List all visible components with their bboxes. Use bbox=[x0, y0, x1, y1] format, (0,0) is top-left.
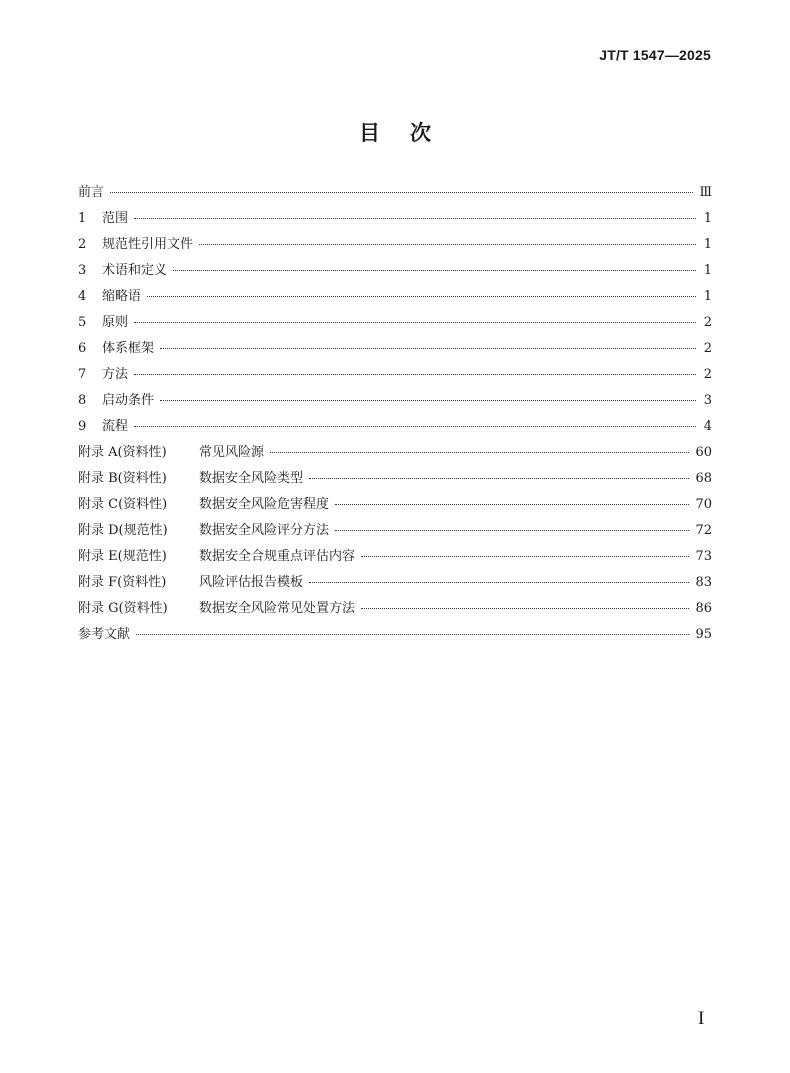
toc-entry-appendix: 附录 A(资料性) bbox=[78, 445, 167, 460]
dot-leader bbox=[136, 634, 689, 635]
dot-leader bbox=[134, 218, 696, 219]
toc-entry-page: 83 bbox=[695, 575, 712, 590]
toc-entry-page: 70 bbox=[695, 497, 712, 512]
toc-entry-appendix: 附录 G(资料性) bbox=[78, 601, 168, 616]
dot-leader bbox=[173, 270, 696, 271]
toc-entry-label: 原则 bbox=[102, 315, 129, 330]
toc-entry-appendix: 附录 B(资料性) bbox=[78, 471, 167, 486]
toc-entry-page: 1 bbox=[703, 289, 712, 304]
dot-leader bbox=[134, 426, 696, 427]
toc-entry[interactable] bbox=[78, 414, 712, 440]
toc-entry[interactable] bbox=[78, 206, 712, 232]
toc-entry[interactable] bbox=[78, 232, 712, 258]
toc-entry-label: 前言 bbox=[78, 185, 105, 200]
toc-entry-number: 3 bbox=[78, 263, 87, 278]
toc-entry[interactable] bbox=[78, 518, 712, 544]
toc-entry-appendix: 附录 F(资料性) bbox=[78, 575, 167, 590]
toc-entry[interactable] bbox=[78, 362, 712, 388]
toc-entry[interactable] bbox=[78, 544, 712, 570]
toc-entry[interactable] bbox=[78, 388, 712, 414]
dot-leader bbox=[361, 556, 689, 557]
toc-entry-page: 73 bbox=[695, 549, 712, 564]
toc-entry[interactable] bbox=[78, 284, 712, 310]
toc-entry-label: 参考文献 bbox=[78, 627, 131, 642]
table-of-contents bbox=[78, 180, 712, 648]
toc-entry-page: 2 bbox=[703, 315, 712, 330]
toc-entry-page: 86 bbox=[695, 601, 712, 616]
toc-entry-label: 缩略语 bbox=[102, 289, 142, 304]
toc-entry-label: 数据安全风险危害程度 bbox=[199, 497, 330, 512]
toc-entry-appendix: 附录 C(资料性) bbox=[78, 497, 168, 512]
dot-leader bbox=[335, 530, 689, 531]
toc-entry[interactable] bbox=[78, 310, 712, 336]
toc-entry-page: 95 bbox=[695, 627, 712, 642]
toc-entry[interactable] bbox=[78, 596, 712, 622]
page-number: I bbox=[698, 1008, 705, 1029]
toc-entry[interactable] bbox=[78, 492, 712, 518]
toc-entry[interactable] bbox=[78, 622, 712, 648]
toc-entry-page: 72 bbox=[695, 523, 712, 538]
toc-entry[interactable] bbox=[78, 440, 712, 466]
toc-entry-page: 2 bbox=[703, 367, 712, 382]
toc-entry-page: 1 bbox=[703, 263, 712, 278]
standard-code: JT/T 1547—2025 bbox=[599, 47, 711, 63]
toc-entry[interactable] bbox=[78, 180, 712, 206]
dot-leader bbox=[147, 296, 696, 297]
toc-entry-label: 流程 bbox=[102, 419, 129, 434]
toc-entry[interactable] bbox=[78, 570, 712, 596]
toc-entry-label: 数据安全合规重点评估内容 bbox=[199, 549, 356, 564]
dot-leader bbox=[309, 478, 689, 479]
toc-entry-label: 规范性引用文件 bbox=[102, 237, 194, 252]
toc-entry-number: 6 bbox=[78, 341, 87, 356]
toc-entry-number: 8 bbox=[78, 393, 87, 408]
toc-entry-label: 启动条件 bbox=[102, 393, 155, 408]
toc-entry-appendix: 附录 D(规范性) bbox=[78, 523, 168, 538]
toc-entry-label: 数据安全风险类型 bbox=[199, 471, 304, 486]
toc-entry-appendix: 附录 E(规范性) bbox=[78, 549, 167, 564]
dot-leader bbox=[160, 348, 696, 349]
toc-entry-label: 风险评估报告模板 bbox=[199, 575, 304, 590]
dot-leader bbox=[160, 400, 696, 401]
dot-leader bbox=[134, 322, 696, 323]
toc-entry[interactable] bbox=[78, 258, 712, 284]
toc-entry-number: 9 bbox=[78, 419, 87, 434]
toc-entry-label: 体系框架 bbox=[102, 341, 155, 356]
toc-entry-number: 4 bbox=[78, 289, 87, 304]
dot-leader bbox=[309, 582, 689, 583]
toc-entry-label: 范围 bbox=[102, 211, 129, 226]
toc-entry-label: 方法 bbox=[102, 367, 129, 382]
toc-entry-page: 1 bbox=[703, 211, 712, 226]
toc-entry-label: 常见风险源 bbox=[199, 445, 265, 460]
toc-entry-page: Ⅲ bbox=[699, 185, 712, 200]
dot-leader bbox=[199, 244, 696, 245]
toc-entry-number: 5 bbox=[78, 315, 87, 330]
toc-entry-page: 3 bbox=[703, 393, 712, 408]
toc-entry-number: 1 bbox=[78, 211, 87, 226]
toc-entry-label: 数据安全风险评分方法 bbox=[199, 523, 330, 538]
dot-leader bbox=[361, 608, 689, 609]
page-title: 目次 bbox=[359, 121, 461, 145]
dot-leader bbox=[110, 192, 693, 193]
toc-entry-number: 7 bbox=[78, 367, 87, 382]
toc-entry-page: 60 bbox=[695, 445, 712, 460]
toc-entry[interactable] bbox=[78, 336, 712, 362]
dot-leader bbox=[335, 504, 689, 505]
toc-entry-page: 2 bbox=[703, 341, 712, 356]
toc-entry-label: 术语和定义 bbox=[102, 263, 168, 278]
toc-entry-page: 4 bbox=[703, 419, 712, 434]
toc-entry-page: 68 bbox=[695, 471, 712, 486]
toc-entry[interactable] bbox=[78, 466, 712, 492]
dot-leader bbox=[134, 374, 696, 375]
toc-entry-page: 1 bbox=[703, 237, 712, 252]
toc-entry-label: 数据安全风险常见处置方法 bbox=[199, 601, 356, 616]
toc-entry-number: 2 bbox=[78, 237, 87, 252]
dot-leader bbox=[270, 452, 689, 453]
